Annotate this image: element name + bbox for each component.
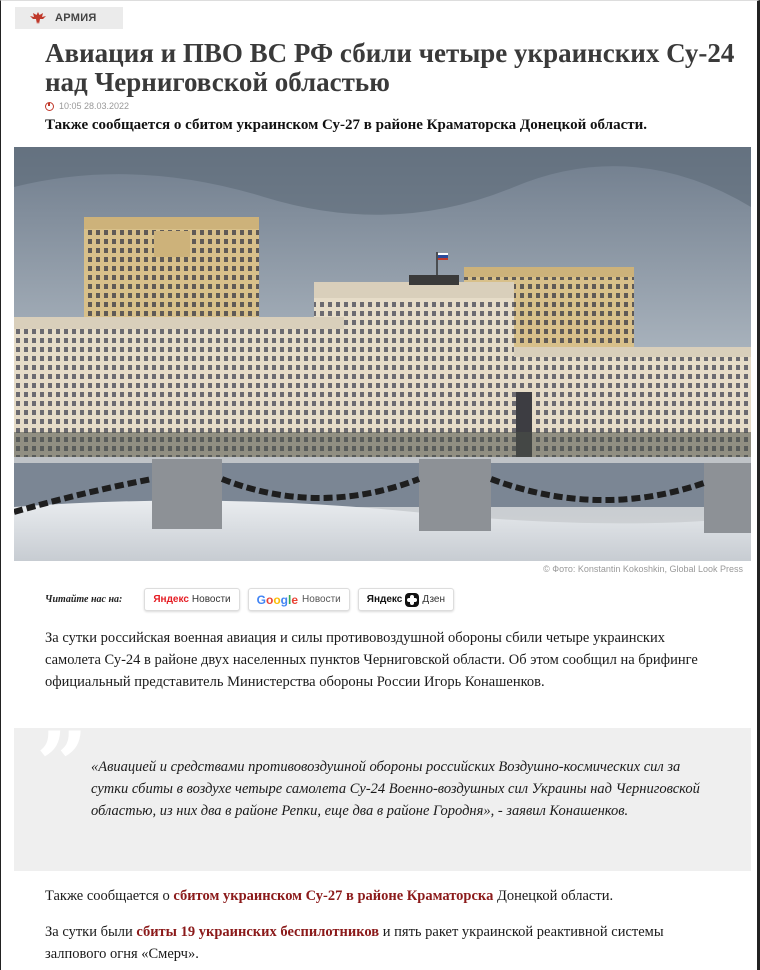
article-timestamp: 10:05 28.03.2022 [59, 101, 130, 111]
body-paragraph-2: Также сообщается о сбитом украинском Су-27 в районе Краматорска Донецкой области. [45, 888, 614, 904]
quote-mark-icon: ” [36, 712, 88, 818]
eagle-emblem-icon [29, 11, 47, 25]
article-photo [14, 147, 751, 561]
google-logo: Google [256, 592, 299, 607]
rubric-tag[interactable] [15, 7, 123, 29]
article-title: Авиация и ПВО ВС РФ сбили четыре украинских Су-24 над Черниговской областью [45, 38, 735, 97]
quote-text: «Авиацией и средствами противовоздушной обороны российских Воздушно-космических сил за сутки сбиты в воздухе четыре самолета Су-24 Военно-воздушных сил Украины над Черниговской областью, из них два в районе Репки, еще два в районе Городня», - заявил Конашенков. [91, 759, 700, 819]
article-lead: Также сообщается о сбитом украинском Су-27 в районе Краматорска Донецкой области. [45, 117, 647, 133]
follow-us-bar [45, 588, 462, 611]
dzen-brand: Яндекс [366, 594, 403, 605]
photo-caption: © Фото: Konstantin Kokoshkin, Global Look Press [543, 564, 743, 574]
follow-label: Читайте нас на: [45, 594, 123, 605]
quote-block [14, 712, 751, 871]
clock-icon [45, 102, 54, 111]
google-news-button[interactable] [248, 588, 350, 611]
body-paragraph-3: За сутки были сбиты 19 украинских беспилотников и пять ракет украинской реактивной системы залпового огня «Смерч». [45, 924, 664, 962]
yandex-news-label: Новости [191, 594, 231, 605]
rubric-label: АРМИЯ [55, 12, 97, 24]
su27-article-link[interactable]: сбитом украинском Су-27 в районе Краматорска [173, 888, 494, 904]
article-meta [45, 101, 129, 111]
drones-article-link[interactable]: сбиты 19 украинских беспилотников [136, 924, 380, 940]
body-paragraph-1: За сутки российская военная авиация и силы противовоздушной обороны сбили четыре украинских самолета Су-24 в районе двух населенных пунктов Черниговской области. Об этом сообщил на брифинге официальный представитель Министерства обороны России Игорь Конашенков. [45, 630, 698, 690]
google-news-label: Новости [302, 594, 341, 605]
yandex-brand: Яндекс [153, 594, 189, 605]
yandex-dzen-button[interactable] [358, 588, 454, 611]
dzen-label: Дзен [422, 594, 446, 605]
yandex-news-button[interactable] [144, 588, 239, 611]
ministry-building-illustration [14, 147, 751, 561]
dzen-icon [405, 593, 419, 607]
